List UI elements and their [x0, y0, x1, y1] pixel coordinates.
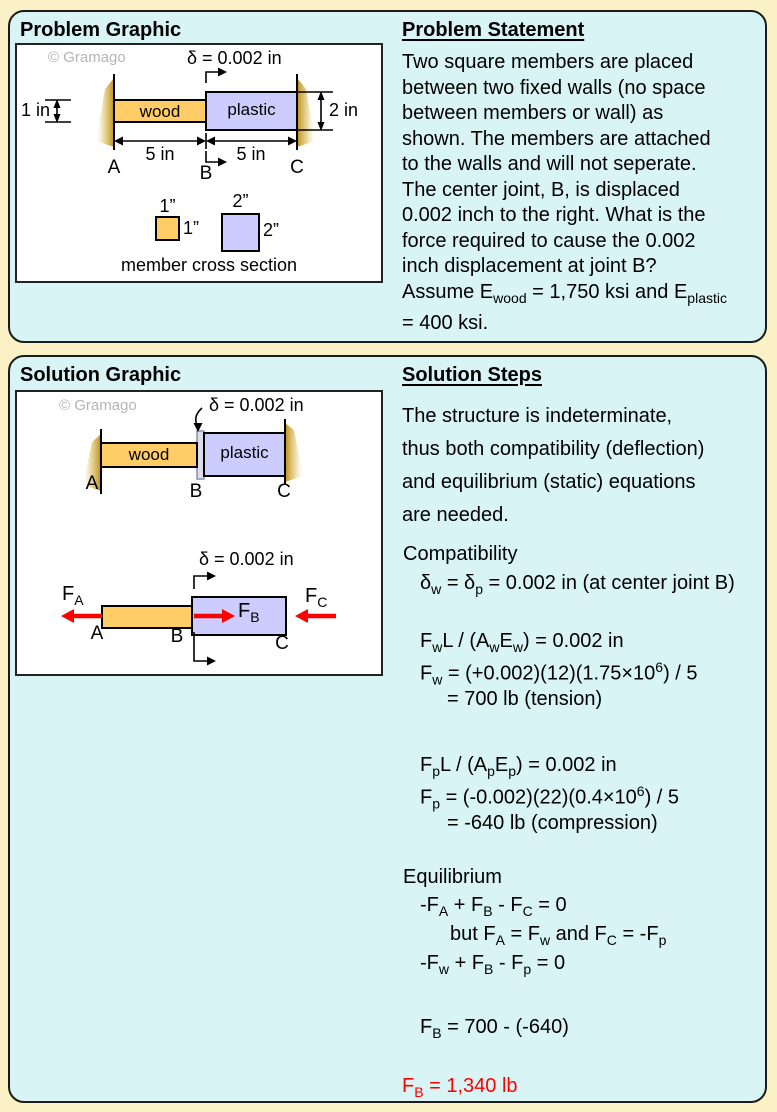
problem-graphic-title: Problem Graphic: [20, 19, 182, 41]
problem-panel: [8, 10, 767, 343]
delta-label: δ = 0.002 in: [187, 48, 282, 68]
displacement-arrow-top: [206, 68, 227, 84]
cs-big-top-label: 2”: [232, 191, 249, 211]
dim-5in-left-label: 5 in: [145, 144, 175, 164]
problem-statement-title: Problem Statement: [402, 19, 585, 41]
watermark: © Gramago: [48, 49, 126, 66]
force-c-label: $F_C$: [305, 585, 328, 610]
left-wall-shading: [96, 78, 114, 147]
right-wall: [297, 74, 315, 150]
force-b-label: $F_B$: [238, 600, 260, 625]
solution-steps-title: Solution Steps: [402, 364, 542, 386]
d1-wood-label: wood: [128, 445, 170, 464]
equilibrium-header: Equilibrium: [403, 866, 502, 888]
node-label-a: A: [107, 157, 121, 178]
wood-equation-3: = 700 lb (tension): [447, 688, 603, 710]
dim-5in-right-label: 5 in: [236, 144, 266, 164]
dim-1in-label: 1 in: [21, 100, 51, 120]
final-answer: $F_B = 1,340$ lb: [402, 1075, 518, 1100]
d1-node-b: B: [189, 481, 203, 502]
d2-node-c: C: [275, 633, 289, 654]
cross-section-caption: member cross section: [120, 255, 298, 275]
problem-statement-text: Two square members are placed between two fixed walls (no space between members or wall) as shown. The members are attached to the walls and will not seperate. The center joint, B, is displaced 0.002 inch to the right. What is the force required to cause the 0.002 inch displacement at joint B? Assume $E_{wood} = 1,750$ ksi and $E_{plastic}$ = 400 ksi.: [402, 51, 727, 334]
compatibility-equation: $\delta_w = \delta_p = 0.002$ in (at center joint B): [420, 572, 735, 597]
watermark: © Gramago: [59, 397, 137, 414]
d2-node-b: B: [170, 626, 184, 647]
cs-big-side-label: 2”: [263, 220, 280, 240]
d2-delta-label: δ = 0.002 in: [199, 549, 294, 569]
d1-node-c: C: [277, 481, 291, 502]
wood-equation-1: $F_wL / (A_wE_w) = 0.002$ in: [420, 630, 624, 655]
cross-section-big-square: [222, 214, 259, 251]
plastic-equation-2: $F_p = (-0.002)(22)(0.4\times 10^6) / 5$: [420, 783, 680, 812]
left-wall: [96, 74, 114, 150]
fb-equation: $F_B = 700 - (-640)$: [420, 1016, 569, 1041]
d2-displacement-arrow-top: [194, 572, 216, 590]
force-a-arrow: [61, 609, 102, 623]
compatibility-header: Compatibility: [403, 543, 518, 565]
cs-small-top-label: 1”: [159, 196, 176, 216]
wood-label: wood: [139, 102, 181, 121]
d1-node-a: A: [85, 473, 99, 494]
node-label-b: B: [199, 163, 213, 184]
cs-small-side-label: 1”: [183, 218, 200, 238]
node-label-c: C: [290, 157, 304, 178]
problem-diagram-box: [15, 43, 383, 283]
solution-diagram-svg: [17, 392, 385, 678]
plastic-equation-3: = -640 lb (compression): [447, 812, 658, 834]
equilibrium-equation-2: but $F_A = F_w$ and $F_C = -F_p$: [450, 923, 667, 948]
wood-equation-2: $F_w = (+0.002)(12)(1.75\times 10^6) / 5$: [420, 659, 698, 688]
d1-delta-pointer: [194, 408, 203, 432]
solution-panel: [8, 355, 767, 1103]
solution-graphic-title: Solution Graphic: [20, 364, 182, 386]
d1-right-wall: [285, 419, 303, 484]
force-c-arrow: [295, 609, 336, 623]
d1-plastic-label: plastic: [220, 443, 269, 462]
d1-delta-label: δ = 0.002 in: [209, 395, 304, 415]
equilibrium-equation-1: $-F_A + F_B - F_C = 0$: [420, 894, 567, 919]
equilibrium-equation-3: $-F_w + F_B - F_p = 0$: [420, 952, 566, 977]
dim-2in-label: 2 in: [329, 100, 359, 120]
cross-section-small-square: [156, 217, 179, 240]
right-wall-shading: [297, 78, 315, 147]
solution-diagram-box: [15, 390, 383, 676]
force-a-label: $F_A$: [62, 583, 84, 608]
cross-sections: [156, 214, 259, 251]
d2-displacement-arrow-bottom: [194, 632, 216, 666]
d2-wood-bar: [102, 606, 192, 628]
plastic-equation-1: $F_pL / (A_pE_p) = 0.002$ in: [420, 754, 617, 779]
plastic-label: plastic: [227, 100, 276, 119]
d1-displaced-joint: [197, 431, 204, 479]
steps-intro: The structure is indeterminate, thus both compatibility (deflection) and equilibrium (static) equations are needed.: [402, 405, 705, 526]
d2-node-a: A: [90, 623, 104, 644]
